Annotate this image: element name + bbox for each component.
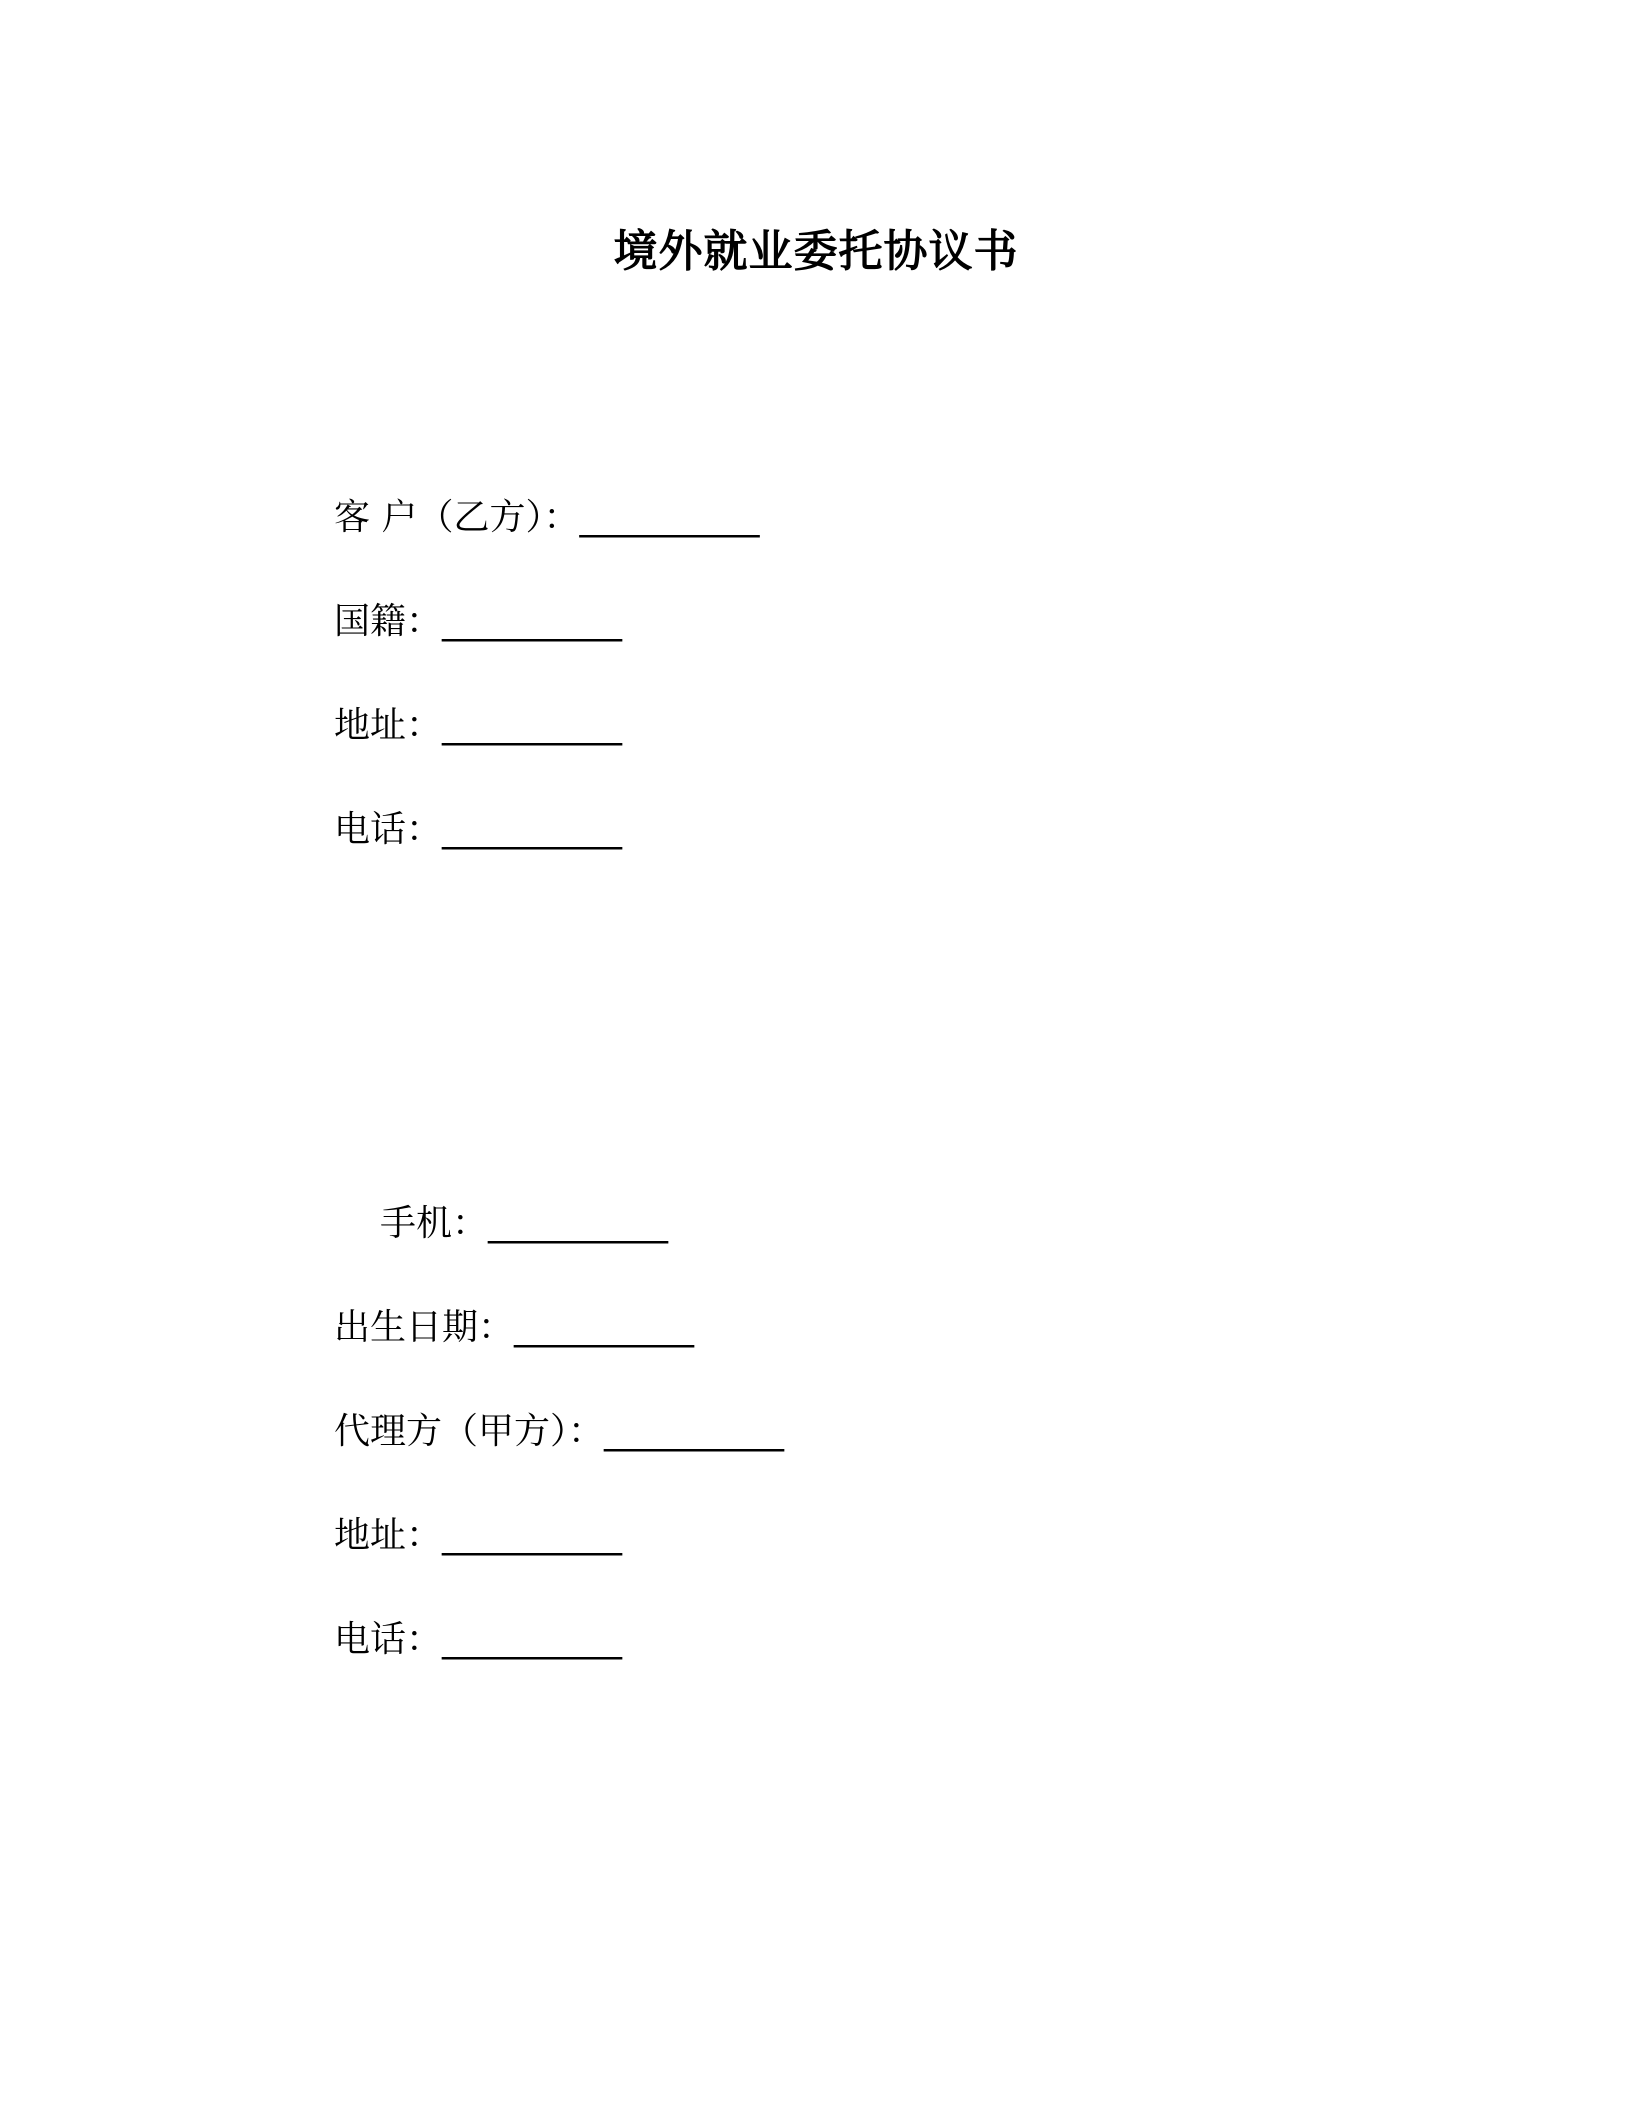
field-label: 地址： [334,705,443,746]
fill-in-blank: __________ [488,1203,669,1244]
fill-in-blank: __________ [442,1515,623,1556]
fill-in-blank: __________ [442,809,623,850]
birth-date-field [334,1304,694,1352]
field-label: 电话： [334,1619,443,1660]
fill-in-blank: __________ [442,705,623,746]
document-title: 境外就业委托协议书 [613,226,1019,277]
fill-in-blank: __________ [579,497,760,538]
agent-address-field [334,1512,622,1560]
field-label: 手机： [380,1203,489,1244]
agent-party-field [334,1408,784,1456]
nationality-field [334,598,622,646]
field-label: 电话： [334,809,443,850]
fill-in-blank: __________ [442,601,623,642]
field-label: 地址： [334,1515,443,1556]
client-party-field [334,494,759,542]
fill-in-blank: __________ [442,1619,623,1660]
fill-in-blank: __________ [514,1307,695,1348]
mobile-field [380,1200,668,1248]
field-label: 客 户（乙方）： [334,497,580,538]
client-address-field [334,702,622,750]
fill-in-blank: __________ [604,1411,785,1452]
client-phone-field [334,806,622,854]
field-label: 国籍： [334,601,443,642]
agent-phone-field [334,1616,622,1664]
field-label: 代理方（甲方）： [334,1411,605,1452]
field-label: 出生日期： [334,1307,515,1348]
